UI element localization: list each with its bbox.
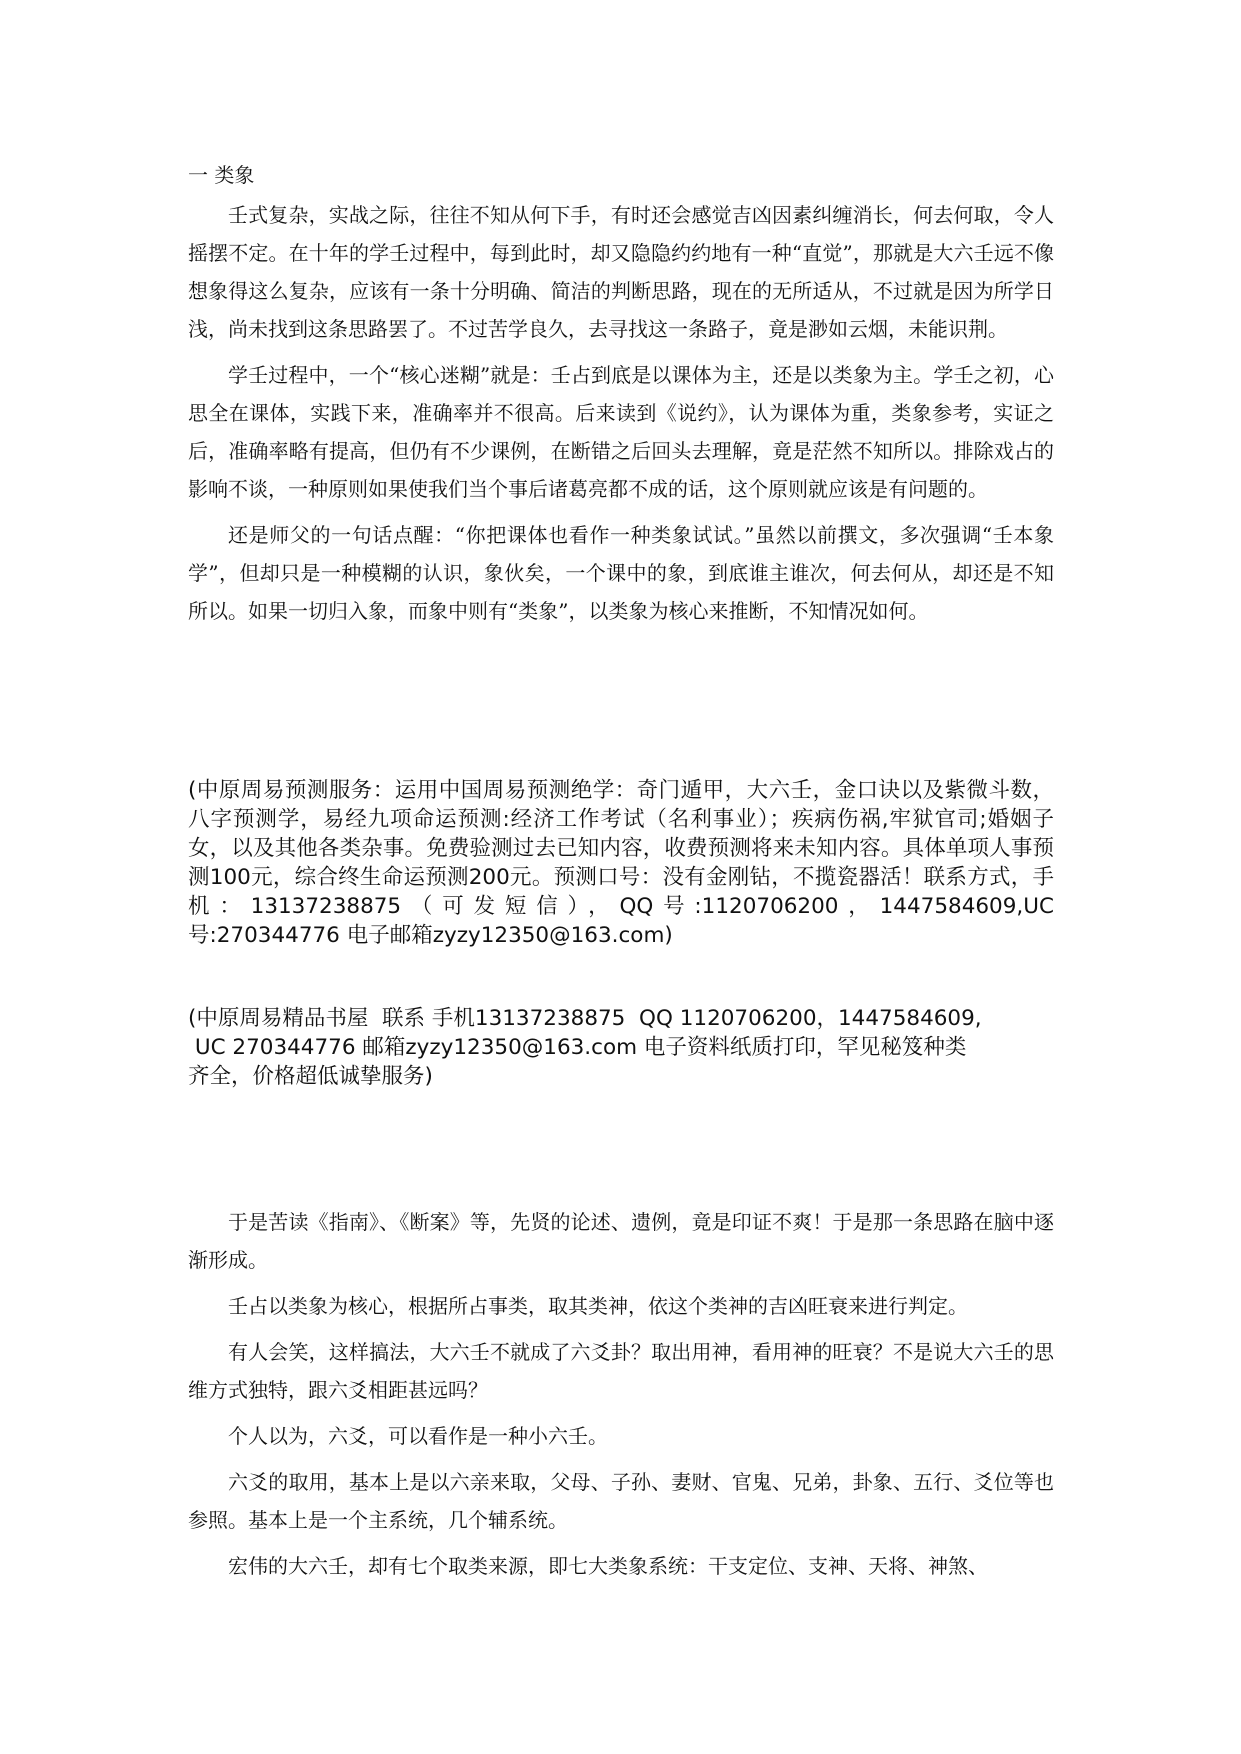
section-heading: 一 类象 xyxy=(188,163,255,187)
paragraph: 六爻的取用，基本上是以六亲来取，父母、子孙、妻财、官鬼、兄弟，卦象、五行、爻位等也参照。基本上是一个主系统，几个辅系统。 xyxy=(188,1470,1054,1532)
paragraph: 壬式复杂，实战之际，往往不知从何下手，有时还会感觉吉凶因素纠缠消长，何去何取，令人摇摆不定。在十年的学壬过程中，每到此时，却又隐隐约约地有一种“直觉”，那就是大六壬远不像想象得这么复杂，应该有一条十分明确、简洁的判断思路，现在的无所适从，不过就是因为所学日浅，尚未找到这条思路罢了。不过苦学良久，去寻找这一条路子，竟是渺如云烟，未能识荆。 xyxy=(188,203,1054,341)
paragraph: 有人会笑，这样搞法，大六壬不就成了六爻卦？取出用神，看用神的旺衰？不是说大六壬的思维方式独特，跟六爻相距甚远吗？ xyxy=(188,1340,1054,1402)
paragraph: 壬占以类象为核心，根据所占事类，取其类神，依这个类神的吉凶旺衰来进行判定。 xyxy=(228,1294,968,1318)
paragraph: 学壬过程中，一个“核心迷糊”就是：壬占到底是以课体为主，还是以类象为主。学壬之初，心思全在课体，实践下来，准确率并不很高。后来读到《说约》，认为课体为重，类象参考，实证之后，准确率略有提高，但仍有不少课例，在断错之后回头去理解，竟是茫然不知所以。排除戏占的影响不谈，一种原则如果使我们当个事后诸葛亮都不成的话，这个原则就应该是有问题的。 xyxy=(188,363,1054,501)
body-section-1 xyxy=(188,196,1054,630)
ad-line: UC 270344776 邮箱zyzy12350@163.com 电子资料纸质打印，罕见秘笈种类 xyxy=(188,1035,967,1060)
paragraph: 还是师父的一句话点醒：“你把课体也看作一种类象试试。”虽然以前撰文，多次强调“壬本象学”，但却只是一种模糊的认识，象伙矣，一个课中的象，到底谁主谁次，何去何从，却还是不知所以。如果一切归入象，而象中则有“类象”，以类象为核心来推断，不知情况如何。 xyxy=(188,523,1054,623)
body-section-2 xyxy=(188,1203,1054,1585)
ad-line: 齐全，价格超低诚挚服务) xyxy=(188,1064,433,1089)
ad-line: (中原周易精品书屋 联系 手机13137238875 QQ 1120706200，1447584609, xyxy=(188,1006,982,1031)
paragraph: 个人以为，六爻，可以看作是一种小六壬。 xyxy=(228,1424,608,1448)
paragraph: 宏伟的大六壬，却有七个取类来源，即七大类象系统：干支定位、支神、天将、神煞、 xyxy=(228,1554,988,1578)
ad-block-bookstore xyxy=(188,1004,1054,1091)
paragraph: 于是苦读《指南》、《断案》等，先贤的论述、遗例，竟是印证不爽！于是那一条思路在脑中逐渐形成。 xyxy=(188,1210,1054,1272)
ad-block-prediction-service: (中原周易预测服务：运用中国周易预测绝学：奇门遁甲，大六壬，金口诀以及紫微斗数，八字预测学，易经九项命运预测:经济工作考试（名利事业）；疾病伤祸,牢狱官司;婚姻子女，以及其他各类杂事。免费验测过去已知内容，收费预测将来未知内容。具体单项人事预测100元，综合终生命运预测200元。预测口号：没有金刚钻，不揽瓷器活！联系方式，手机：13137238875（可发短信），QQ号:1120706200，1447584609,UC号:270344776 电子邮箱zyzy12350@163.com) xyxy=(188,778,1054,948)
